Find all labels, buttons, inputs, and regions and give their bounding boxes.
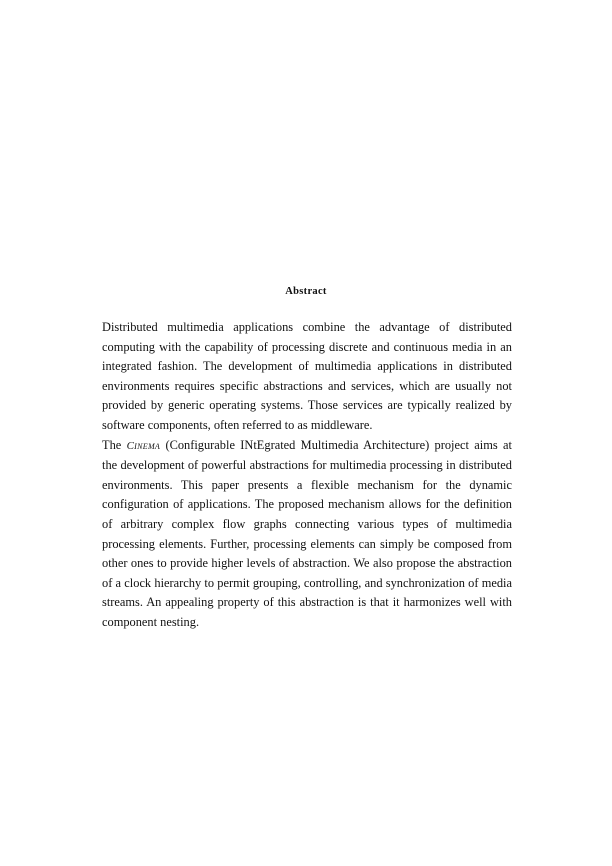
abstract-paragraph-1: Distributed multimedia applications combine the advantage of distributed computing with the capability of processing discrete and continuous media in an integrated fashion. The development of multimedia applications in distributed environments requires specific abstractions and services, which are usually not provided by generic operating systems. Those services are typically realized by software components, often referred to as middleware. — [102, 320, 512, 432]
cinema-first-letter: C — [126, 439, 135, 452]
paragraph-2-prefix: The — [102, 437, 127, 452]
cinema-name — [127, 440, 160, 452]
cinema-rest: INEMA — [134, 441, 161, 451]
paragraph-2-text: (Configurable INtEgrated Multimedia Architecture) project aims at the development of powerful abstractions for multimedia processing in distributed environments. This paper presents a flexible mechanism for the dynamic configuration of applications. The proposed mechanism allows for the definition of arbitrary complex flow graphs connecting various types of multimedia processing elements. Further, processing elements can simply be composed from other ones to provide higher levels of abstraction. We also propose the abstraction of a clock hierarchy to permit grouping, controlling, and synchronization of media streams. An appealing property of this abstraction is that it harmonizes well with component nesting. — [102, 437, 512, 629]
abstract-paragraph-2 — [102, 436, 512, 633]
abstract-body — [102, 318, 512, 633]
abstract-heading: Abstract — [285, 286, 327, 297]
